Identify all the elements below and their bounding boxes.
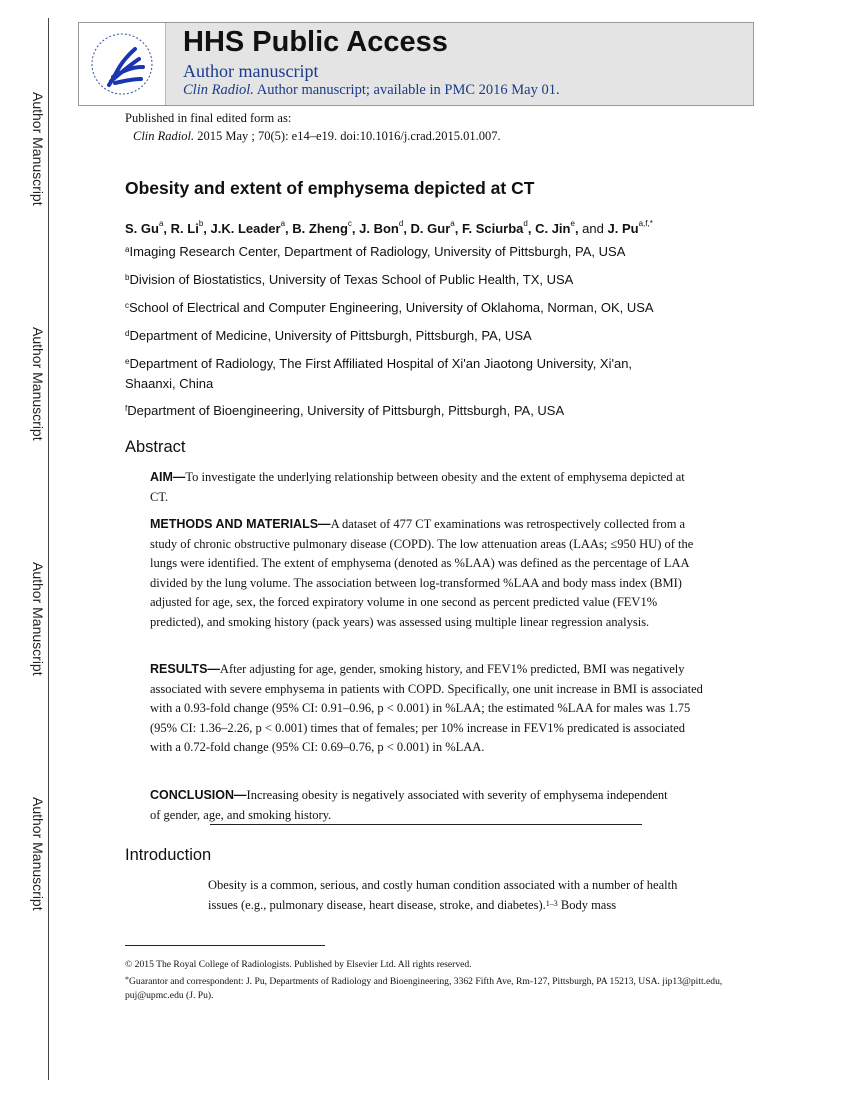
author: J.K. Leader$^a$ (210, 219, 286, 236)
author: F. Sciurba$^d$ (461, 219, 528, 236)
author: S. Gu$^a$ (125, 219, 164, 236)
affiliation: $^a$Imaging Research Center, Department of Radiology, University of Pittsburgh, PA, USA (125, 244, 626, 259)
affiliation: $^b$Division of Biostatistics, University of Texas School of Public Health, TX, USA (125, 272, 574, 287)
sidebar-divider (48, 18, 49, 1080)
abstract-conclusion: CONCLUSION—Increasing obesity is negatively associated with severity of emphysema independent of gender, age, and smoking history. (150, 788, 668, 822)
header-subtitle: Author manuscript (183, 61, 319, 81)
author: J. Bon$^d$ (359, 219, 404, 236)
author-list: S. Gu$^a$, R. Li$^b$, J.K. Leader$^a$, B. Zheng$^c$, J. Bon$^d$, D. Gur$^a$, F. Sciurba$^d$, C. Jin$^e$, and J. $Pu^{a,f,*}$ (125, 219, 653, 236)
journal-name: Clin Radiol. (183, 82, 254, 98)
introduction-heading: Introduction (125, 846, 212, 864)
abstract-methods: METHODS AND MATERIALS—A dataset of 477 CT examinations was retrospectively collected from a study of chronic obstructive pulmonary disease (COPD). The low attenuation areas (LAAs; ≤950 HU) of the lungs were identified. The extent of emphysema (denoted as %LAA) was defined as the percentage of LAA divided by the lung volume. The association between log-transformed %LAA and body mass index (BMI) adjusted for age, sex, the forced expiratory volume in one second as percent predicted value (FEV1% predicted), and smoking history (pack years) was assessed using multiple linear regression analysis. (150, 517, 694, 629)
published-label: Published in final edited form as: (125, 111, 292, 125)
author: C. Jin$^e$ (535, 219, 575, 236)
header-availability (183, 82, 560, 99)
hhs-eagle-logo-icon (79, 23, 166, 105)
introduction-text: Obesity is a common, serious, and costly human condition associated with a number of health issues (e.g., pulmonary disease, heart disease, stroke, and diabetes).$^{1-3}$ Body mass (208, 878, 678, 912)
abstract-heading: Abstract (125, 438, 186, 456)
abstract-results: RESULTS—After adjusting for age, gender, smoking history, and FEV1% predicted, BMI was negatively associated with severe emphysema in patients with COPD. Specifically, one unit increase in BMI is associated with a 0.93-fold change (95% CI: 0.91–0.96, p < 0.001) in %LAA; the estimated %LAA for males was 1.75 (95% CI: 1.36–2.26, p < 0.001) times that of females; per 10% increase in FEV1% predicated is associated with a 0.72-fold change (95% CI: 0.69–0.76, p < 0.001) in %LAA. (150, 662, 703, 755)
header-title: HHS Public Access (183, 26, 448, 58)
sidebar-label: Author Manuscript (30, 327, 46, 441)
article-title: Obesity and extent of emphysema depicted at CT (125, 178, 535, 198)
authors-and: and (582, 221, 604, 236)
published-citation (133, 127, 501, 147)
sidebar-label: Author Manuscript (30, 562, 46, 676)
journal-name: Clin Radiol. (133, 129, 195, 143)
footnote-divider (125, 945, 325, 946)
author: D. Gur$^a$ (410, 219, 455, 236)
availability-text: Author manuscript; available in PMC 2016 May 01. (256, 82, 560, 98)
affiliation: $^f$Department of Bioengineering, University of Pittsburgh, Pittsburgh, PA, USA (125, 403, 565, 418)
author: R. Li$^b$ (170, 219, 204, 236)
sidebar-label: Author Manuscript (30, 92, 46, 206)
citation-text: 2015 May ; 70(5): e14–e19. doi:10.1016/j.crad.2015.01.007. (197, 129, 501, 143)
author: B. Zheng$^c$ (292, 219, 352, 236)
affiliation: $^d$Department of Medicine, University of Pittsburgh, Pittsburgh, PA, USA (125, 328, 532, 343)
abstract-aim: AIM—To investigate the underlying relationship between obesity and the extent of emphysema depicted at CT. (150, 470, 685, 504)
correspondence-footnote: *Guarantor and correspondent: J. Pu, Departments of Radiology and Bioengineering, 3362 Fifth Ave, Rm-127, Pittsburgh, PA 15213, USA. jip13@pitt.edu, puj@upmc.edu (J. Pu). (125, 975, 723, 1001)
sidebar-label: Author Manuscript (30, 797, 46, 911)
affiliation: $^c$School of Electrical and Computer Engineering, University of Oklahoma, Norman, OK, USA (125, 300, 654, 315)
author: J. $Pu^{a,f,*}$ (607, 219, 653, 236)
abstract-divider (210, 824, 642, 825)
hhs-header (78, 22, 754, 106)
affiliation: $^e$Department of Radiology, The First Affiliated Hospital of Xi'an Jiaotong University, Xi'an, Shaanxi, China (125, 356, 633, 391)
copyright-footnote: © 2015 The Royal College of Radiologists. Published by Elsevier Ltd. All rights reserved. (125, 959, 472, 970)
